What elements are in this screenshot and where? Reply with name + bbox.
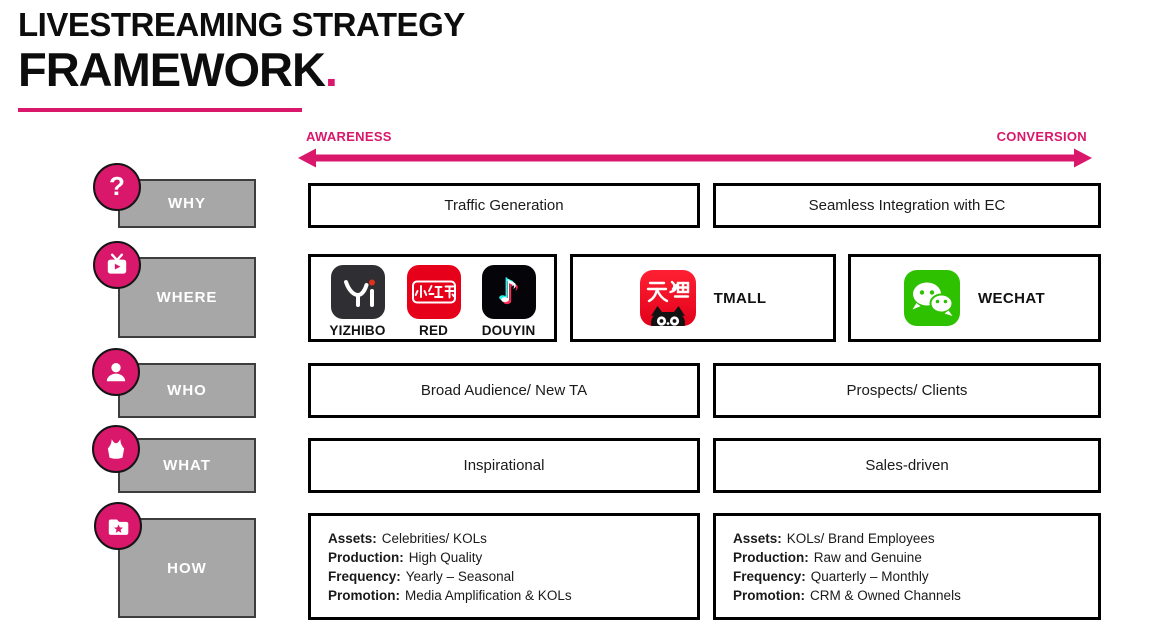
assets-key: Assets: bbox=[328, 530, 377, 546]
what-cell-awareness bbox=[308, 438, 700, 493]
who-circle bbox=[92, 348, 140, 396]
conversion-label: CONVERSION bbox=[996, 129, 1087, 144]
why-conversion-text: Seamless Integration with EC bbox=[808, 197, 1006, 214]
why-label: WHY bbox=[168, 195, 206, 212]
who-awareness-text: Broad Audience/ New TA bbox=[420, 382, 588, 399]
awareness-label: AWARENESS bbox=[306, 129, 392, 144]
how-cell-awareness bbox=[308, 513, 700, 620]
red-label: RED bbox=[419, 323, 449, 338]
how-right-assets bbox=[733, 529, 935, 548]
person-icon bbox=[103, 359, 129, 385]
music-note-icon: ♪ bbox=[498, 273, 519, 310]
live-tv-icon bbox=[104, 252, 130, 278]
production-key: Production: bbox=[328, 549, 404, 565]
question-mark-icon: ? bbox=[109, 171, 125, 201]
what-circle bbox=[92, 425, 140, 473]
promotion-value: Media Amplification & KOLs bbox=[405, 587, 572, 603]
frequency-key: Frequency: bbox=[733, 568, 806, 584]
how-right-frequency bbox=[733, 567, 929, 586]
yizhibo-app-icon bbox=[331, 265, 385, 319]
wechat-label: WECHAT bbox=[977, 289, 1046, 307]
red-app-icon bbox=[407, 265, 461, 319]
tmall-label: TMALL bbox=[713, 289, 767, 307]
red-logo-icon bbox=[407, 265, 461, 319]
wechat-app-icon bbox=[904, 270, 960, 326]
assets-value: Celebrities/ KOLs bbox=[381, 530, 487, 546]
who-conversion-text: Prospects/ Clients bbox=[846, 382, 968, 399]
tmall-platform bbox=[640, 270, 767, 326]
how-left-frequency bbox=[328, 567, 514, 586]
app-douyin bbox=[482, 265, 536, 338]
promotion-value: CRM & Owned Channels bbox=[810, 587, 961, 603]
frequency-key: Frequency: bbox=[328, 568, 401, 584]
promotion-key: Promotion: bbox=[733, 587, 805, 603]
wechat-bubbles-icon bbox=[904, 270, 960, 326]
who-cell-conversion bbox=[713, 363, 1101, 418]
what-conversion-text: Sales-driven bbox=[865, 457, 949, 474]
what-cell-conversion bbox=[713, 438, 1101, 493]
frequency-value: Yearly – Seasonal bbox=[405, 568, 515, 584]
where-cell-awareness bbox=[308, 254, 557, 342]
clothing-icon bbox=[103, 436, 129, 462]
how-right-promotion bbox=[733, 586, 961, 605]
tmall-cat-icon bbox=[640, 270, 696, 326]
assets-value: KOLs/ Brand Employees bbox=[786, 530, 935, 546]
wechat-platform bbox=[904, 270, 1045, 326]
page-subtitle bbox=[18, 42, 337, 97]
why-awareness-text: Traffic Generation bbox=[444, 197, 564, 214]
subtitle-text: FRAMEWORK bbox=[18, 43, 325, 96]
who-cell-awareness bbox=[308, 363, 700, 418]
double-arrow-icon bbox=[298, 146, 1092, 170]
production-value: High Quality bbox=[408, 549, 483, 565]
who-label: WHO bbox=[167, 382, 207, 399]
how-cell-conversion bbox=[713, 513, 1101, 620]
yizhibo-logo-icon bbox=[331, 265, 385, 319]
how-right-production bbox=[733, 548, 922, 567]
folder-star-icon bbox=[105, 513, 131, 539]
where-circle bbox=[93, 241, 141, 289]
douyin-app-icon bbox=[482, 265, 536, 319]
how-left-assets bbox=[328, 529, 487, 548]
title-accent-dot: . bbox=[324, 43, 337, 96]
production-value: Raw and Genuine bbox=[813, 549, 922, 565]
what-label: WHAT bbox=[163, 457, 211, 474]
title-underline bbox=[18, 108, 302, 112]
how-label: HOW bbox=[167, 559, 207, 577]
where-cell-wechat bbox=[848, 254, 1101, 342]
yizhibo-label: YIZHIBO bbox=[329, 323, 386, 338]
why-cell-conversion bbox=[713, 183, 1101, 228]
how-circle bbox=[94, 502, 142, 550]
douyin-label: DOUYIN bbox=[481, 323, 536, 338]
how-left-production bbox=[328, 548, 482, 567]
page-title: LIVESTREAMING STRATEGY bbox=[18, 6, 465, 43]
frequency-value: Quarterly – Monthly bbox=[810, 568, 929, 584]
where-label: WHERE bbox=[156, 289, 218, 306]
app-red bbox=[407, 265, 461, 338]
tmall-app-icon bbox=[640, 270, 696, 326]
production-key: Production: bbox=[733, 549, 809, 565]
app-yizhibo bbox=[329, 265, 385, 338]
promotion-key: Promotion: bbox=[328, 587, 400, 603]
where-cell-tmall bbox=[570, 254, 836, 342]
how-left-promotion bbox=[328, 586, 572, 605]
assets-key: Assets: bbox=[733, 530, 782, 546]
app-list bbox=[329, 265, 535, 338]
why-circle bbox=[93, 163, 141, 211]
what-awareness-text: Inspirational bbox=[463, 457, 545, 474]
why-cell-awareness bbox=[308, 183, 700, 228]
